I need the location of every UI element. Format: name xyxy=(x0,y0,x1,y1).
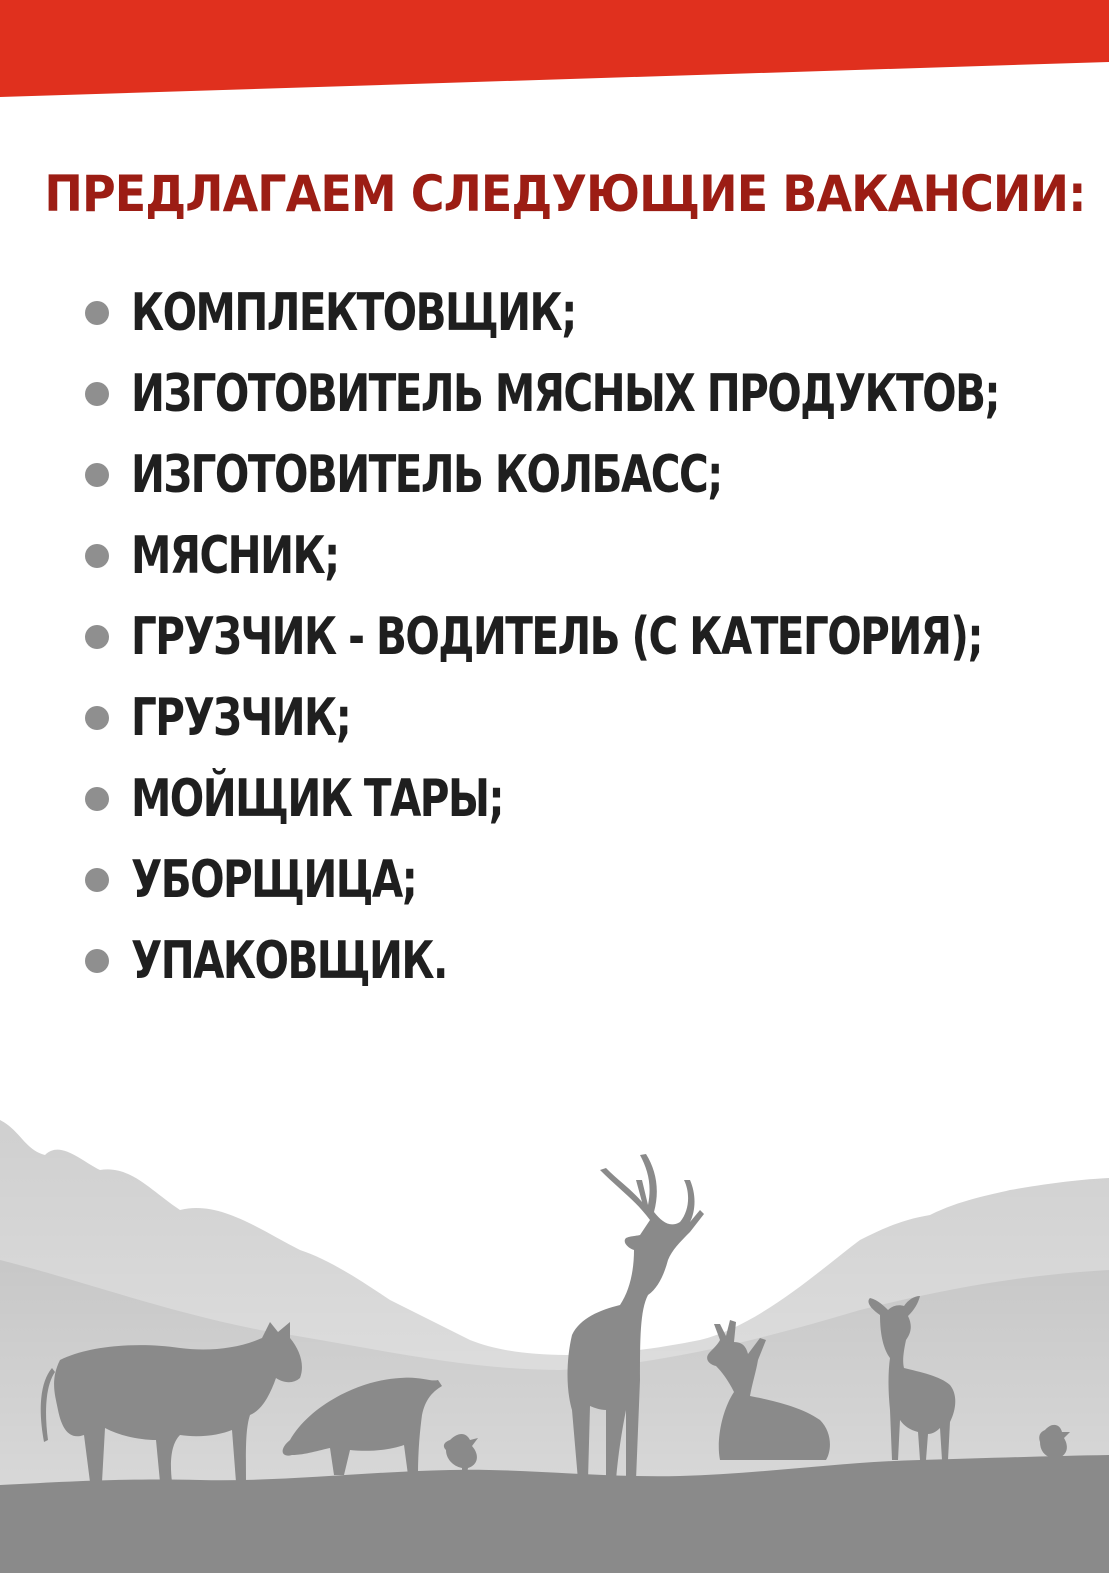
bullet-icon xyxy=(85,949,109,973)
bullet-icon xyxy=(85,706,109,730)
vacancy-item: УПАКОВЩИК. xyxy=(85,920,1109,1001)
bullet-icon xyxy=(85,868,109,892)
vacancy-item: ГРУЗЧИК; xyxy=(85,677,1109,758)
vacancy-list xyxy=(85,272,1109,1001)
farm-animals-illustration xyxy=(0,1110,1109,1573)
vacancy-item: МОЙЩИК ТАРЫ; xyxy=(85,758,1109,839)
bullet-icon xyxy=(85,544,109,568)
bullet-icon xyxy=(85,382,109,406)
vacancy-item: ИЗГОТОВИТЕЛЬ МЯСНЫХ ПРОДУКТОВ; xyxy=(85,353,1109,434)
vacancy-item: УБОРЩИЦА; xyxy=(85,839,1109,920)
bullet-icon xyxy=(85,301,109,325)
page-title: ПРЕДЛАГАЕМ СЛЕДУЮЩИЕ ВАКАНСИИ: xyxy=(44,165,1086,223)
bullet-icon xyxy=(85,625,109,649)
vacancy-item: КОМПЛЕКТОВЩИК; xyxy=(85,272,1109,353)
bullet-icon xyxy=(85,787,109,811)
vacancy-item: ИЗГОТОВИТЕЛЬ КОЛБАСС; xyxy=(85,434,1109,515)
vacancy-item: ГРУЗЧИК - ВОДИТЕЛЬ (С КАТЕГОРИЯ); xyxy=(85,596,1109,677)
bullet-icon xyxy=(85,463,109,487)
vacancy-item: МЯСНИК; xyxy=(85,515,1109,596)
top-red-banner xyxy=(0,0,1109,100)
